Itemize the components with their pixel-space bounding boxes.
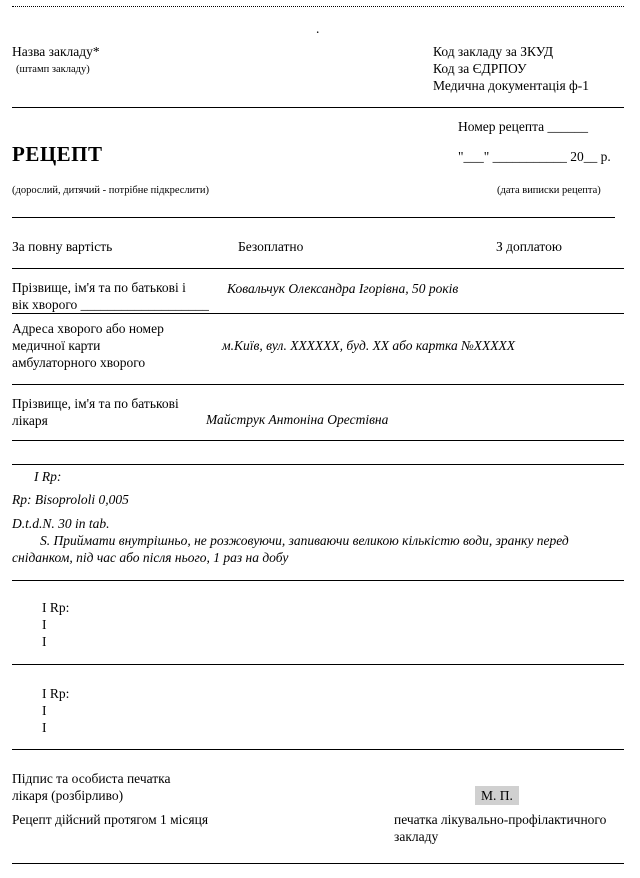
page-title: РЕЦЕПТ xyxy=(12,142,103,166)
footer-divider xyxy=(12,863,624,864)
recipe-number-label: Номер рецепта ______ xyxy=(458,119,589,134)
rx3-line-1: I Rp: xyxy=(42,686,70,701)
patient-name-value: Ковальчук Олександра Ігорівна, 50 років xyxy=(227,281,459,296)
rx1-line-2: Rp: Bisoprololi 0,005 xyxy=(12,492,129,507)
stamp-label: (штамп закладу) xyxy=(16,64,90,75)
address-label-3: амбулаторного хворого xyxy=(12,355,146,370)
rx3-line-2: I xyxy=(42,703,47,718)
address-label-1: Адреса хворого або номер xyxy=(12,321,164,336)
rx1-line-5: сніданком, під час або після нього, 1 раз на добу xyxy=(12,550,289,565)
rx-top-divider xyxy=(12,464,624,465)
payment-divider xyxy=(12,268,624,269)
payment-copay-option[interactable]: З доплатою xyxy=(496,239,562,254)
address-value: м.Київ, вул. XXXXXX, буд. XX або картка №XXXXX xyxy=(222,338,516,353)
doctor-label-2: лікаря xyxy=(12,413,48,428)
code-zkud-label: Код закладу за ЗКУД xyxy=(433,44,554,59)
signature-label-1: Підпис та особиста печатка xyxy=(12,771,171,786)
payment-full-option[interactable]: За повну вартість xyxy=(12,239,113,254)
top-dotted-line xyxy=(12,6,624,7)
rx2-divider xyxy=(12,664,624,665)
rx2-line-2: I xyxy=(42,617,47,632)
rx3-divider xyxy=(12,749,624,750)
mp-stamp-mark: М. П. xyxy=(475,786,519,805)
patient-divider xyxy=(12,313,624,314)
code-edrpou-label: Код за ЄДРПОУ xyxy=(433,61,527,76)
rx2-line-1: I Rp: xyxy=(42,600,70,615)
rx1-line-4: S. Приймати внутрішньо, не розжовуючи, запиваючи великою кількістю води, зранку перед xyxy=(40,533,569,548)
validity-note: Рецепт дійсний протягом 1 місяця xyxy=(12,812,209,827)
address-label-2: медичної карти xyxy=(12,338,101,353)
rx1-line-3: D.t.d.N. 30 in tab. xyxy=(12,516,110,531)
med-doc-label: Медична документація ф-1 xyxy=(433,78,590,93)
institution-name-label: Назва закладу* xyxy=(12,44,100,59)
doctor-name-value: Майструк Антоніна Орестівна xyxy=(206,412,389,427)
rx2-line-3: I xyxy=(42,634,47,649)
rx3-line-3: I xyxy=(42,720,47,735)
doctor-divider xyxy=(12,440,624,441)
age-note: (дорослий, дитячий - потрібне підкреслити) xyxy=(12,185,209,196)
center-mark: . xyxy=(316,21,320,36)
seal-label-2: закладу xyxy=(394,829,439,844)
rx1-divider xyxy=(12,580,624,581)
date-line: "___" ___________ 20__ р. xyxy=(458,149,611,164)
date-note: (дата виписки рецепта) xyxy=(497,185,601,196)
seal-label-1: печатка лікувально-профілактичного xyxy=(394,812,607,827)
patient-name-label-2: вік хворого ___________________ xyxy=(12,297,209,312)
rx1-line-1: I Rp: xyxy=(34,469,62,484)
payment-free-option[interactable]: Безоплатно xyxy=(238,239,304,254)
title-divider xyxy=(12,217,615,218)
signature-label-2: лікаря (розбірливо) xyxy=(12,788,124,803)
header-divider xyxy=(12,107,624,108)
address-divider xyxy=(12,384,624,385)
doctor-label-1: Прізвище, ім'я та по батькові xyxy=(12,396,179,411)
patient-name-label-1: Прізвище, ім'я та по батькові і xyxy=(12,280,186,295)
